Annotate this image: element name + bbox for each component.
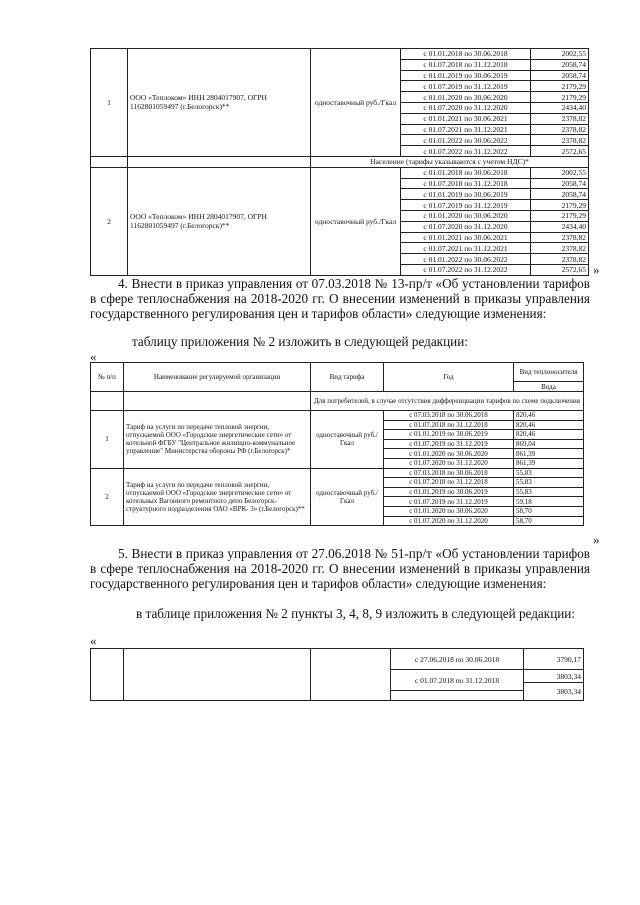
value-cell: 58,70	[514, 506, 584, 516]
period-cell: с 01.07.2018 по 31.12.2018	[384, 478, 514, 488]
value-cell: 820,46	[514, 411, 584, 421]
header-carrier: Вид теплоносителя	[514, 363, 584, 382]
value-cell: 2572,65	[531, 264, 589, 275]
header-org: Наименование регулируемой организации	[124, 363, 311, 392]
value-cell: 2434,40	[531, 102, 589, 113]
value-cell: 55,83	[514, 478, 584, 488]
row-number: 1	[91, 49, 128, 157]
period-cell: с 01.07.2018 по 31.12.2018	[391, 670, 524, 691]
period-cell: с 01.01.2021 по 30.06.2021	[401, 113, 531, 124]
organization-name: ООО «Теплоком» ИНН 2804017907, ОГРН 1162801059497 (г.Белогорск)**	[128, 49, 311, 157]
period-cell: с 01.07.2019 по 31.12.2019	[384, 497, 514, 507]
item-4-subtext: таблицу приложения № 2 изложить в следующей редакции:	[132, 334, 468, 349]
value-cell: 2058,74	[531, 189, 589, 200]
value-cell: 2179,29	[531, 81, 589, 92]
organization-name: Тариф на услуги по передаче тепловой энергии, отпускаемой ООО «Городские энергетические сети» от котельных Вагонного ремонтного депо Белогорск- структурного подразделения ОАО «ВРК- 3» (г.Белогорск)**	[124, 468, 311, 526]
tariff-table-fragment	[90, 648, 584, 701]
table-row	[91, 156, 589, 167]
header-water: Вода	[514, 382, 584, 392]
period-cell: с 01.07.2022 по 31.12.2022	[401, 146, 531, 157]
tariff-table-teplokom	[90, 48, 589, 276]
period-cell	[391, 691, 524, 701]
value-cell: 2378,82	[531, 113, 589, 124]
value-cell: 2378,82	[531, 243, 589, 254]
period-cell: с 01.07.2018 по 31.12.2018	[401, 178, 531, 189]
table-row	[91, 49, 589, 60]
value-cell: 2179,29	[531, 92, 589, 103]
period-cell: с 01.07.2022 по 31.12.2022	[401, 264, 531, 275]
period-cell: с 01.07.2020 по 31.12.2020	[401, 221, 531, 232]
period-cell: с 01.07.2019 по 31.12.2019	[401, 200, 531, 211]
item-5-paragraph: 5. Внести в приказ управления от 27.06.2018 № 51-пр/т «Об установлении тарифов в сфере теплоснабжения на 2018-2020 гг. О внесении изменений в приказы управления государственного регулирования цен и тарифов области» следующие изменения:	[90, 546, 590, 591]
period-cell: с 01.07.2019 по 31.12.2019	[401, 81, 531, 92]
value-cell: 2378,82	[531, 232, 589, 243]
organization-name: ООО «Теплоком» ИНН 2804017907, ОГРН 1162801059497 (г.Белогорск)**	[128, 167, 311, 275]
value-cell: 820,46	[514, 430, 584, 440]
header-year: Год	[384, 363, 514, 392]
period-cell: с 01.07.2021 по 31.12.2021	[401, 243, 531, 254]
table-row	[91, 468, 584, 478]
period-cell: с 01.01.2018 по 30.06.2018	[401, 49, 531, 60]
closing-quote: »	[593, 532, 600, 547]
value-cell: 2572,65	[531, 146, 589, 157]
consumer-note: Для потребителей, в случае отсутствия дифференциации тарифов по схеме подключения	[311, 392, 584, 411]
closing-quote: »	[593, 262, 600, 277]
value-cell: 820,46	[514, 420, 584, 430]
value-cell: 55,83	[514, 468, 584, 478]
period-cell: с 01.01.2019 по 30.06.2019	[384, 430, 514, 440]
value-cell: 861,39	[514, 449, 584, 459]
period-cell: с 01.01.2020 по 30.06.2020	[384, 506, 514, 516]
period-cell: с 01.01.2019 по 30.06.2019	[401, 189, 531, 200]
period-cell: с 01.01.2020 по 30.06.2020	[401, 92, 531, 103]
period-cell: с 01.07.2018 по 31.12.2018	[384, 420, 514, 430]
period-cell: с 01.01.2020 по 30.06.2020	[401, 210, 531, 221]
organization-name: Тариф на услуги по передаче тепловой энергии, отпускаемой ООО «Городские энергетические сети» от котельной ФГБУ "Центральное жилищно-коммунальное управление" Министерства обороны РФ (г.Белогорск)*	[124, 411, 311, 469]
tariff-type: одноставочный руб./Гкал	[311, 49, 401, 157]
period-cell: с 07.03.2018 по 30.06.2018	[384, 468, 514, 478]
period-cell: с 27.06.2018 по 30.06.2018	[391, 649, 524, 670]
tariff-type: одноставочный руб./Гкал	[311, 167, 401, 275]
value-cell: 869,04	[514, 439, 584, 449]
value-cell: 3803,34	[524, 683, 584, 701]
value-cell: 2378,82	[531, 124, 589, 135]
opening-quote: «	[90, 349, 97, 364]
value-cell: 861,39	[514, 458, 584, 468]
value-cell: 58,70	[514, 516, 584, 526]
period-cell: с 01.01.2021 по 30.06.2021	[401, 232, 531, 243]
value-cell: 2179,29	[531, 200, 589, 211]
row-number: 2	[91, 468, 124, 526]
population-note: Население (тарифы указываются с учетом НДС)*	[311, 156, 589, 167]
item-4-paragraph: 4. Внести в приказ управления от 07.03.2018 № 13-пр/т «Об установлении тарифов в сфере теплоснабжения на 2018-2020 гг. О внесении изменений в приказы управления государственного регулирования цен и тарифов области» следующие изменения:	[90, 276, 590, 321]
value-cell: 2378,82	[531, 135, 589, 146]
value-cell: 2179,29	[531, 210, 589, 221]
value-cell: 3790,17	[524, 649, 584, 670]
tariff-type: одноставочный руб./Гкал	[311, 468, 384, 526]
period-cell: с 01.01.2022 по 30.06.2022	[401, 135, 531, 146]
period-cell: с 01.07.2020 по 31.12.2020	[384, 458, 514, 468]
item-5-subtext: в таблице приложения № 2 пункты 3, 4, 8, 9 изложить в следующей редакции:	[136, 606, 576, 621]
value-cell: 59,18	[514, 497, 584, 507]
period-cell: с 01.01.2019 по 30.06.2019	[401, 70, 531, 81]
value-cell: 55,83	[514, 487, 584, 497]
period-cell: с 01.07.2020 по 31.12.2020	[401, 102, 531, 113]
row-number: 2	[91, 167, 128, 275]
period-cell: с 01.01.2020 по 30.06.2020	[384, 449, 514, 459]
period-cell: с 01.07.2020 по 31.12.2020	[384, 516, 514, 526]
period-cell: с 07.03.2018 по 30.06.2018	[384, 411, 514, 421]
period-cell: с 01.07.2019 по 31.12.2019	[384, 439, 514, 449]
tariff-type: одноставочный руб./Гкал	[311, 411, 384, 469]
period-cell: с 01.01.2022 по 30.06.2022	[401, 254, 531, 265]
period-cell: с 01.07.2018 по 31.12.2018	[401, 59, 531, 70]
value-cell: 3803,34	[524, 670, 584, 683]
value-cell: 2378,82	[531, 254, 589, 265]
value-cell: 2058,74	[531, 178, 589, 189]
value-cell: 2058,74	[531, 59, 589, 70]
table-row	[91, 167, 589, 178]
opening-quote: «	[90, 633, 97, 648]
value-cell: 2434,40	[531, 221, 589, 232]
period-cell: с 01.01.2019 по 30.06.2019	[384, 487, 514, 497]
tariff-table-gorodskie-seti	[90, 362, 584, 526]
value-cell: 2058,74	[531, 70, 589, 81]
value-cell: 2002,55	[531, 49, 589, 60]
value-cell: 2002,55	[531, 167, 589, 178]
period-cell: с 01.07.2021 по 31.12.2021	[401, 124, 531, 135]
table-row	[91, 411, 584, 421]
header-num: № п/п	[91, 363, 124, 392]
header-tariff-type: Вид тарифа	[311, 363, 384, 392]
row-number: 1	[91, 411, 124, 469]
period-cell: с 01.01.2018 по 30.06.2018	[401, 167, 531, 178]
